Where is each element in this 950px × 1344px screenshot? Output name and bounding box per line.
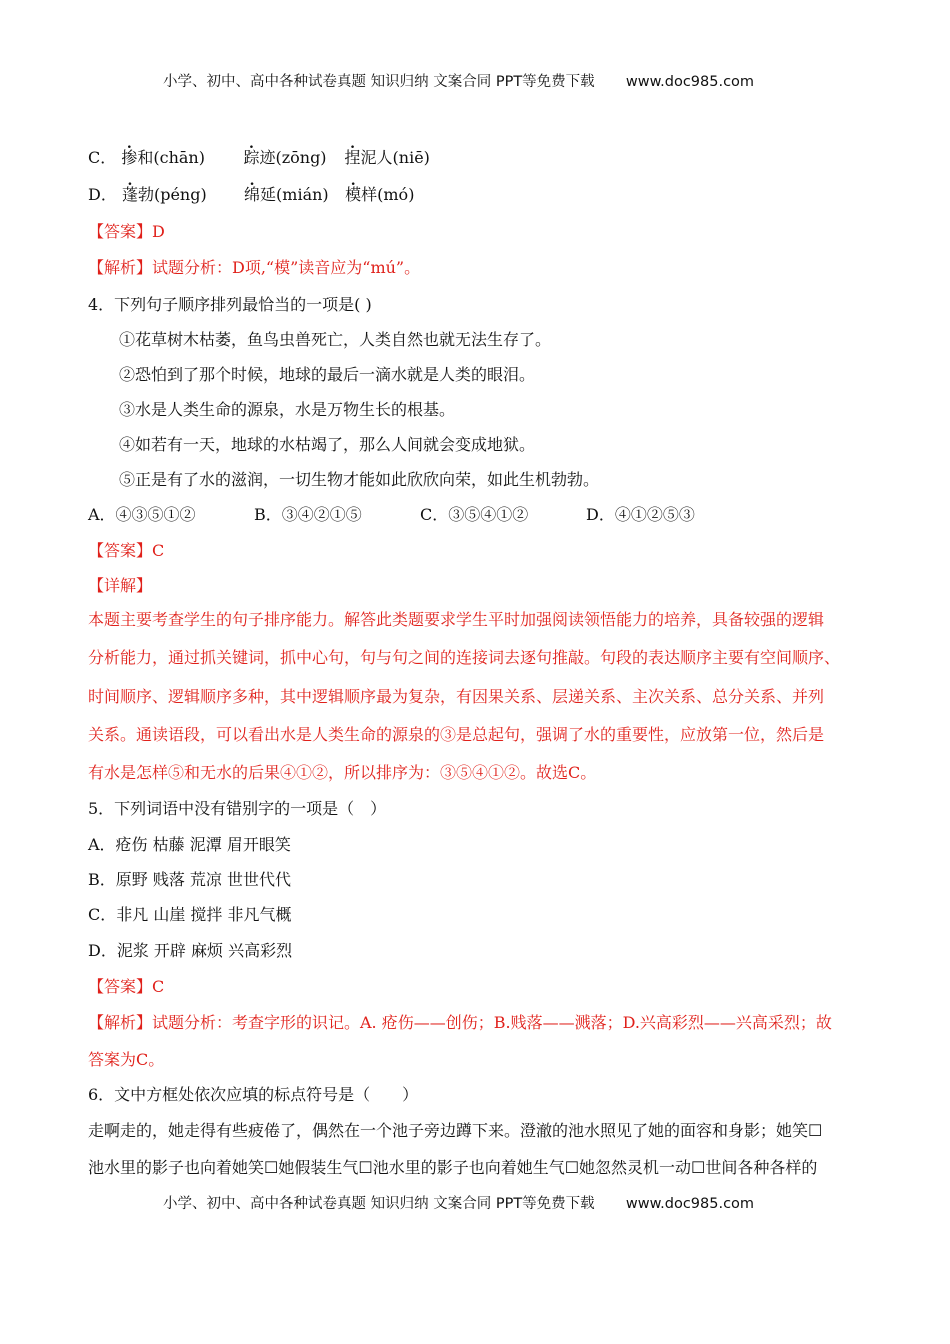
q4-choice-b: B．③④②①⑤ bbox=[254, 505, 362, 524]
q3-option-d bbox=[88, 185, 414, 205]
footer-site: www.doc985.com bbox=[625, 1196, 755, 1212]
q5-stem: 5．下列词语中没有错别字的一项是（ ） bbox=[88, 799, 387, 818]
dotted-char: 捏 bbox=[344, 148, 361, 167]
pinyin-word: 延(mián) bbox=[260, 185, 329, 204]
q5-option: A．疮伤 枯藤 泥潭 眉开眼笑 bbox=[88, 835, 291, 854]
q4-sentence: ②恐怕到了那个时候，地球的最后一滴水就是人类的眼泪。 bbox=[119, 365, 536, 384]
q4-answer: 【答案】C bbox=[88, 541, 165, 560]
dotted-char: 蓬 bbox=[121, 185, 138, 204]
q4-stem: 4．下列句子顺序排列最恰当的一项是( ) bbox=[88, 295, 372, 314]
header-text: 小学、初中、高中各种试卷真题 知识归纳 文案合同 PPT等免费下载 bbox=[163, 74, 595, 90]
q4-choice-c: C．③⑤④①② bbox=[420, 505, 529, 524]
q4-sentence: ③水是人类生命的源泉，水是万物生长的根基。 bbox=[119, 400, 456, 419]
q3-analysis: 【解析】试题分析：D项,“模”读音应为“mú”。 bbox=[88, 258, 421, 277]
pinyin-word: 和(chān) bbox=[137, 148, 205, 167]
q4-choice-d: D．④①②⑤③ bbox=[586, 505, 695, 524]
q6-passage-line: 走啊走的，她走得有些疲倦了，偶然在一个池子旁边蹲下来。澄澈的池水照见了她的面容和身影；她笑☐ bbox=[88, 1121, 823, 1140]
q4-detail-line: 关系。通读语段，可以看出水是人类生命的源泉的③是总起句，强调了水的重要性，应放第一位，然后是 bbox=[88, 725, 825, 744]
pinyin-word: 泥人(niē) bbox=[360, 148, 430, 167]
q4-detail-line: 分析能力，通过抓关键词，抓中心句，句与句之间的连接词去逐句推敲。句段的表达顺序主要有空间顺序、 bbox=[88, 648, 841, 667]
q5-analysis-line: 【解析】试题分析：考查字形的识记。A. 疮伤——创伤；B.贱落——溅落；D.兴高彩烈——兴高采烈；故 bbox=[88, 1013, 832, 1032]
pinyin-word: 迹(zōng) bbox=[259, 148, 327, 167]
q4-sentence: ⑤正是有了水的滋润，一切生物才能如此欣欣向荣，如此生机勃勃。 bbox=[119, 470, 600, 489]
footer-text: 小学、初中、高中各种试卷真题 知识归纳 文案合同 PPT等免费下载 bbox=[163, 1196, 595, 1212]
option-label: C． bbox=[88, 148, 117, 167]
q4-sentence: ①花草树木枯萎，鱼鸟虫兽死亡，人类自然也就无法生存了。 bbox=[119, 330, 552, 349]
pinyin-word: 勃(péng) bbox=[137, 185, 207, 204]
page-footer bbox=[163, 1192, 754, 1213]
q3-answer: 【答案】D bbox=[88, 222, 165, 241]
dotted-char: 掺 bbox=[121, 148, 138, 167]
q6-passage-line: 池水里的影子也向着她笑☐她假装生气☐池水里的影子也向着她生气☐她忽然灵机一动☐世间各种各样的 bbox=[88, 1158, 818, 1177]
q5-analysis-line: 答案为C。 bbox=[88, 1050, 165, 1069]
header-site: www.doc985.com bbox=[625, 74, 755, 90]
q4-detail-line: 时间顺序、逻辑顺序多种，其中逻辑顺序最为复杂，有因果关系、层递关系、主次关系、总分关系、并列 bbox=[88, 687, 825, 706]
q4-sentence: ④如若有一天，地球的水枯竭了，那么人间就会变成地狱。 bbox=[119, 435, 536, 454]
q3-option-c bbox=[88, 148, 430, 168]
q5-answer: 【答案】C bbox=[88, 977, 165, 996]
option-label: D． bbox=[88, 185, 117, 204]
dotted-char: 模 bbox=[345, 185, 362, 204]
q6-stem: 6．文中方框处依次应填的标点符号是（ ） bbox=[88, 1085, 419, 1104]
q5-option: D．泥浆 开辟 麻烦 兴高彩烈 bbox=[88, 941, 293, 960]
q4-choices bbox=[88, 505, 752, 525]
q4-detail-line: 本题主要考查学生的句子排序能力。解答此类题要求学生平时加强阅读领悟能力的培养，具备较强的逻辑 bbox=[88, 610, 825, 629]
q4-choice-a: A．④③⑤①② bbox=[88, 505, 196, 524]
q4-detail-line: 有水是怎样⑤和无水的后果④①②，所以排序为：③⑤④①②。故选C。 bbox=[88, 763, 597, 782]
q4-detail-label: 【详解】 bbox=[88, 576, 153, 595]
page-header bbox=[163, 70, 754, 91]
q5-option: C．非凡 山崖 搅拌 非凡气概 bbox=[88, 905, 292, 924]
dotted-char: 绵 bbox=[244, 185, 261, 204]
dotted-char: 踪 bbox=[243, 148, 260, 167]
q5-option: B．原野 贱落 荒凉 世世代代 bbox=[88, 870, 292, 889]
pinyin-word: 样(mó) bbox=[361, 185, 415, 204]
